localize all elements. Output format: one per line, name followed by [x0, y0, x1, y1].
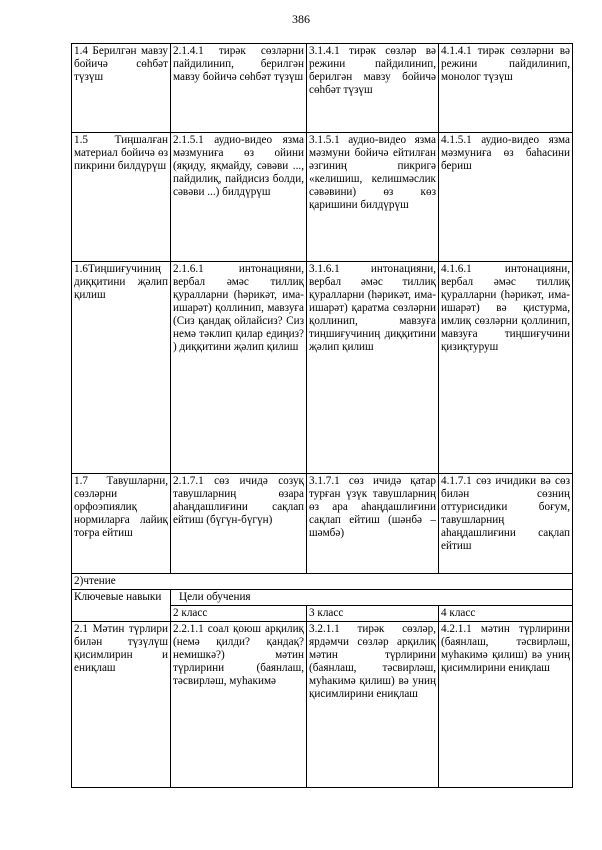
table-row [72, 622, 573, 788]
goal-cell-grade4: 4.1.4.1 тирәк сөзләрни вә режини пайдилинип, монолог түзүш [439, 44, 573, 133]
skill-cell: 1.6Тиңшиғучиниң диққитини җәлип қилиш [72, 262, 171, 474]
table-row [72, 262, 573, 474]
section-row [72, 574, 573, 590]
goal-cell-grade4: 4.2.1.1 мәтин түрлирини (баянлаш, тәсвирләш, муһакимә қилиш) вә униң қисимлирини ениқлаш [439, 622, 573, 788]
goal-cell-grade4: 4.1.5.1 аудио-видео язма мәзмуниға өз баһасини бериш [439, 133, 573, 262]
goal-cell-grade2: 2.1.4.1 тирәк сөзләрни пайдилинип, берилгән мавзу бойичә сөһбәт түзүш [171, 44, 307, 133]
goal-cell-grade3: 3.1.7.1 сөз ичидә қатар турған үзүк тавушларниң өз ара аһаңдашлиғини сақлап ейтиш (шәнбә – шәмбә) [307, 474, 439, 574]
table-row [72, 44, 573, 133]
table-row [72, 474, 573, 574]
section-label: 2)чтение [72, 574, 573, 590]
goal-cell-grade2: 2.1.7.1 сөз ичидә созуқ тавушларниң өзара аһаңдашлиғини сақлап ейтиш (бүгүн-бүгүн) [171, 474, 307, 574]
goal-cell-grade3: 3.2.1.1 тирәк сөзләр, ярдәмчи сөзләр арқилиқ мәтин түрлирини (баянлаш, тәсвирләш, муһакимә қилиш) вә униң қисимлирини ениқлаш [307, 622, 439, 788]
goal-cell-grade4: 4.1.7.1 сөз ичидики вә сөз билән сөзниң оттурисидики боғум, тавушларниң аһаңдашлиғини сақлап ейтиш [439, 474, 573, 574]
header-row [72, 590, 573, 606]
goal-cell-grade2: 2.2.1.1 соал қоюш арқилиқ (немә қилди? қандақ? немишкә?) мәтин түрлирини (баянлаш, тәсвирләш, муһакимә [171, 622, 307, 788]
page-number: 386 [292, 12, 310, 26]
header-grade2: 2 класс [171, 606, 307, 622]
skill-cell: 1.5 Тиңшалған материал бойичә өз пикрини билдүрүш [72, 133, 171, 262]
header-grade4: 4 класс [439, 606, 573, 622]
header-grade3: 3 класс [307, 606, 439, 622]
skill-cell: 2.1 Мәтин түрлири билән түзүлүш қисимлирин и ениқлаш [72, 622, 171, 788]
skill-cell: 1.7 Тавушларни, сөзләрни орфоэпиялиқ нормиларға лайиқ тоғра ейтиш [72, 474, 171, 574]
goal-cell-grade2: 2.1.5.1 аудио-видео язма мәзмуниға өз ойини (яқиду, яқмайду, сәвәви ..., пайдилиқ, пайдисиз болди, сәвәви ...) билдүрүш [171, 133, 307, 262]
curriculum-table [71, 43, 573, 788]
goal-cell-grade3: 3.1.6.1 интонацияни, вербал әмәс тиллиқ қуралларни (һәрикәт, има-ишарәт) қаратма сөзләрни қоллинип, мавзуға тиңшиғучиниң диққитини җәлип қилиш [307, 262, 439, 474]
skill-cell: 1.4 Берилгән мавзу бойичә сөһбәт түзүш [72, 44, 171, 133]
header-skills: Ключевые навыки [72, 590, 171, 622]
goal-cell-grade3: 3.1.4.1 тирәк сөзләр вә режини пайдилинип, берилгән мавзу бойичә сөһбәт түзүш [307, 44, 439, 133]
goal-cell-grade4: 4.1.6.1 интонацияни, вербал әмәс тиллиқ қуралларни (һәрикәт, има-ишарәт) вә қистурма, имлиқ сөзләрни қоллинип, мавзуға тиңшиғучини қизиқтуруш [439, 262, 573, 474]
table-row [72, 133, 573, 262]
goal-cell-grade3: 3.1.5.1 аудио-видео язма мәзмуни бойичә ейтилған әзгиниң пикригә «келишиш, келишмәслик сәвәвини) өз көз қаришини билдүрүш [307, 133, 439, 262]
header-goals: Цели обучения [171, 590, 573, 606]
goal-cell-grade2: 2.1.6.1 интонацияни, вербал әмәс тиллиқ қуралларни (һәрикәт, има-ишарәт) қоллинип, мавзуға (Сиз қандақ ойлайсиз? Сиз немә тәклип қилар едиңиз? ) диққитини җәлип қилиш [171, 262, 307, 474]
